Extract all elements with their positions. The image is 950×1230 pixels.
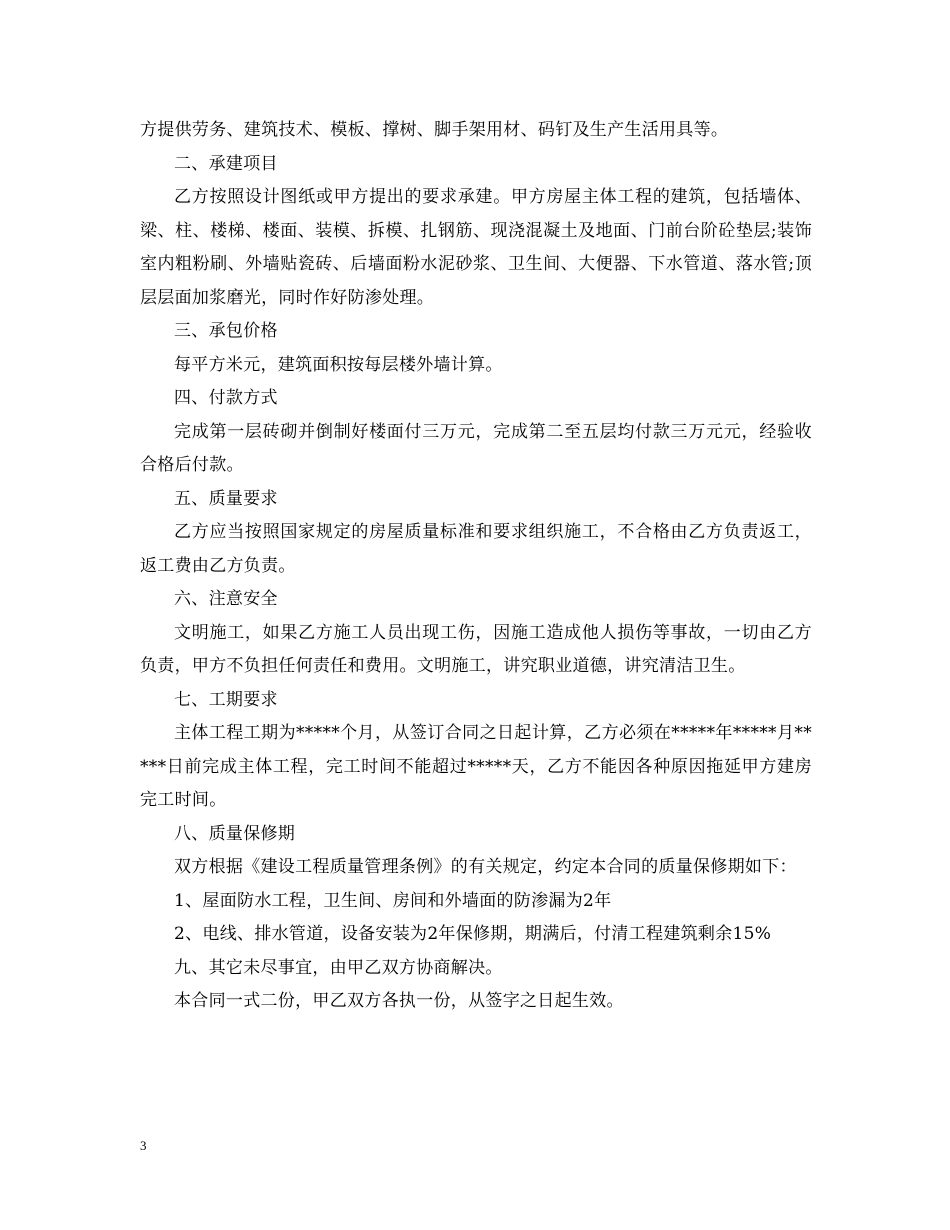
warranty-item-2: 2、电线、排水管道，设备安装为2年保修期，期满后，付清工程建筑剩余15%	[174, 924, 772, 944]
section-heading-9: 九、其它未尽事宜，由甲乙双方协商解决。	[174, 957, 503, 978]
paragraph-quality: 乙方应当按照国家规定的房屋质量标准和要求组织施工，不合格由乙方负责返工，返工费由乙方负责。	[140, 522, 812, 576]
document-body	[140, 114, 812, 1019]
paragraph-payment: 完成第一层砖砌并倒制好楼面付三万元，完成第二至五层均付款三万元元，经验收合格后付款。	[140, 421, 812, 475]
paragraph-safety: 文明施工，如果乙方施工人员出现工伤，因施工造成他人损伤等事故，一切由乙方负责，甲方不负担任何责任和费用。文明施工，讲究职业道德，讲究清洁卫生。	[140, 622, 812, 676]
paragraph-schedule: 主体工程工期为*****个月，从签订合同之日起计算，乙方必须在*****年*****月*****日前完成主体工程，完工时间不能超过*****天，乙方不能因各种原因拖延甲方建房完工时间。	[140, 723, 812, 810]
section-heading-5: 五、质量要求	[174, 488, 278, 509]
paragraph-price: 每平方米元，建筑面积按每层楼外墙计算。	[174, 354, 503, 375]
section-heading-3: 三、承包价格	[174, 321, 278, 341]
paragraph-continuation: 方提供劳务、建筑技术、模板、撑树、脚手架用材、码钉及生产生活用具等。	[140, 120, 729, 140]
section-heading-4: 四、付款方式	[174, 388, 278, 408]
section-heading-2: 二、承建项目	[174, 153, 278, 174]
paragraph-effective: 本合同一式二份，甲乙双方各执一份，从签字之日起生效。	[174, 991, 624, 1011]
paragraph-warranty: 双方根据《建设工程质量管理条例》的有关规定，约定本合同的质量保修期如下：	[174, 857, 797, 877]
section-heading-8: 八、质量保修期	[174, 823, 296, 844]
warranty-item-1: 1、屋面防水工程，卫生间、房间和外墙面的防渗漏为2年	[174, 890, 612, 911]
section-heading-7: 七、工期要求	[174, 689, 278, 710]
paragraph-construction-items: 乙方按照设计图纸或甲方提出的要求承建。甲方房屋主体工程的建筑，包括墙体、梁、柱、楼梯、楼面、装模、拆模、扎钢筋、现浇混凝土及地面、门前台阶砼垫层;装饰室内粗粉刷、外墙贴瓷砖、后墙面粉水泥砂浆、卫生间、大便器、下水管道、落水管;顶层层面加浆磨光，同时作好防渗处理。	[140, 187, 812, 308]
page-number: 3	[140, 1138, 147, 1153]
section-heading-6: 六、注意安全	[174, 589, 278, 609]
